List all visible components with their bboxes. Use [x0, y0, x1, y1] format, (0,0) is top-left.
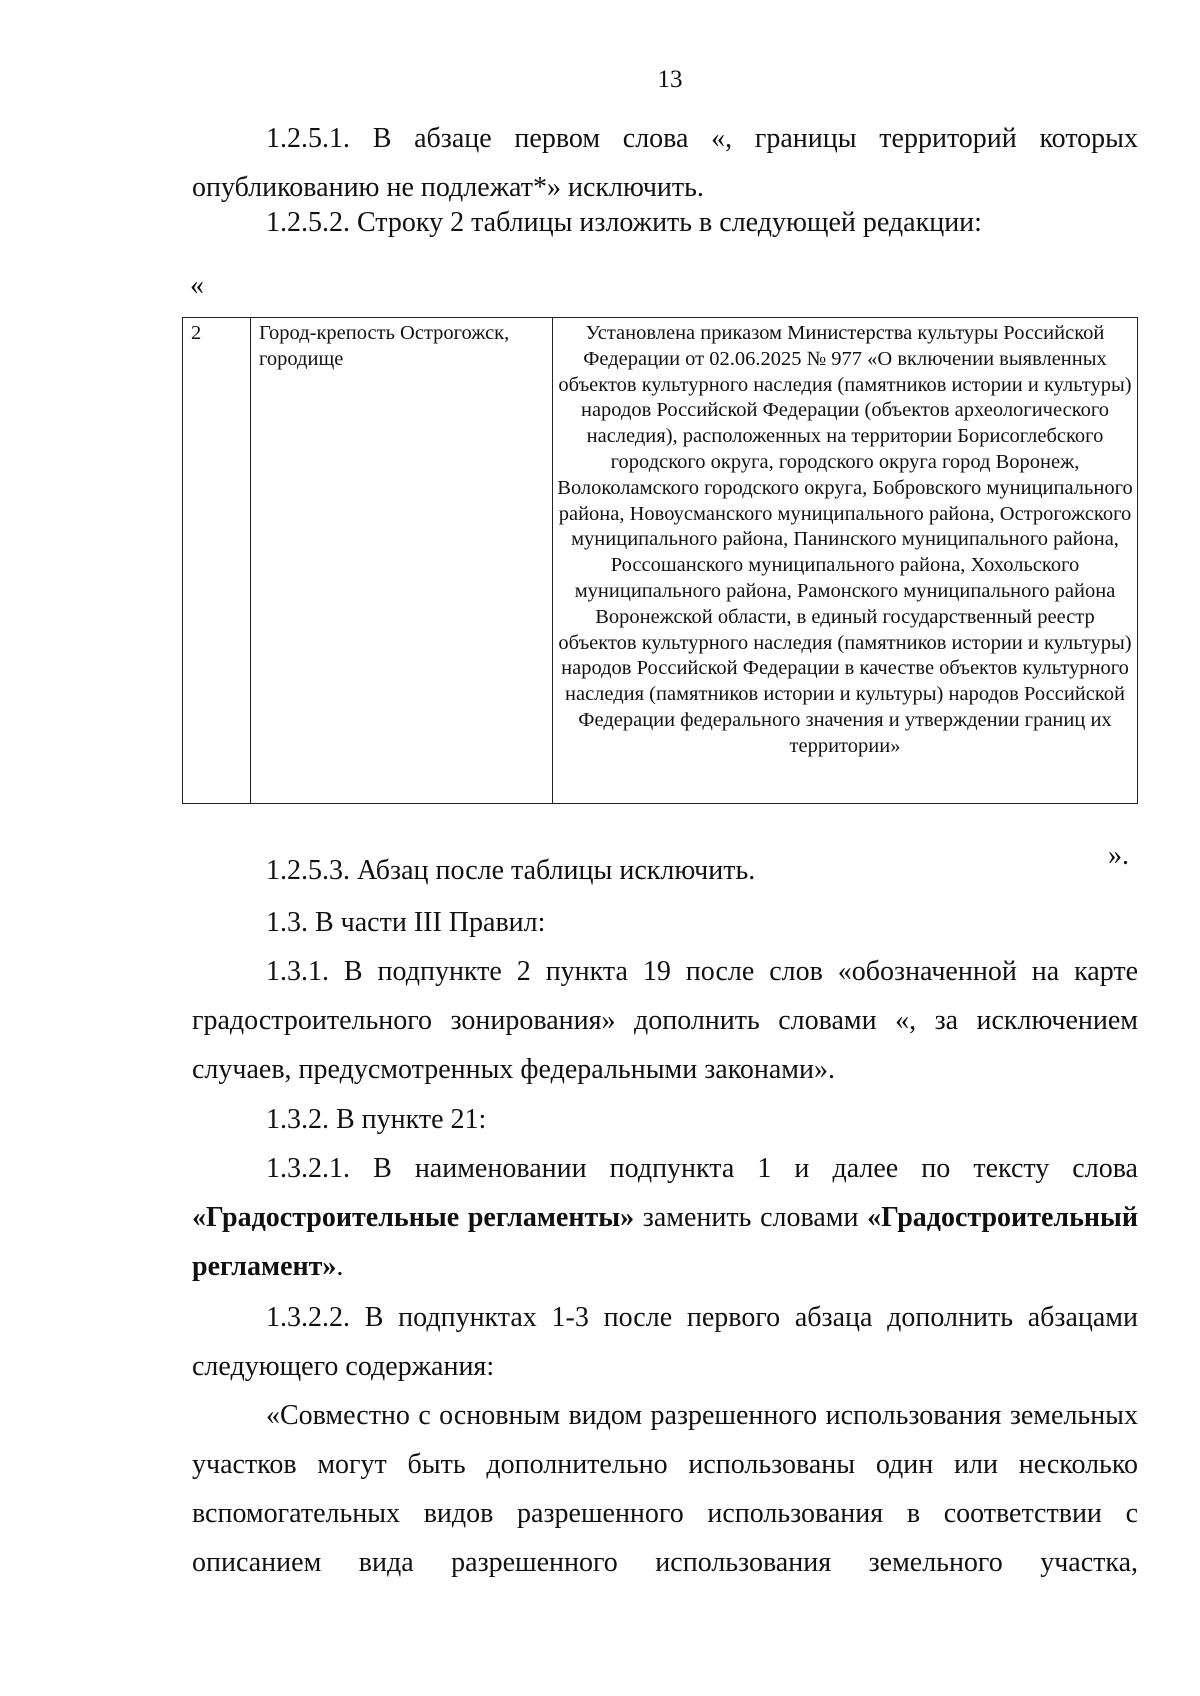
bold-term-new: «Градостроительный регламент» [192, 1202, 1139, 1282]
paragraph-1-2-5-2: 1.2.5.2. Строку 2 таблицы изложить в следующей редакции: [266, 207, 982, 238]
paragraph-1-3-2-2: 1.3.2.2. В подпунктах 1-3 после первого абзаца дополнить абзацами следующего содержания: [192, 1302, 1138, 1382]
paragraph-1-3-2-1-prefix: 1.3.2.1. В наименовании подпункта 1 и далее по тексту слова [266, 1153, 1138, 1184]
paragraph-1-2-5-1: 1.2.5.1. В абзаце первом слова «, границы территорий которых опубликованию не подлежат*» исключить. [192, 123, 1138, 203]
paragraph-1-2-5-3: 1.2.5.3. Абзац после таблицы исключить. [266, 855, 756, 886]
paragraph-1-3-1: 1.3.1. В подпункте 2 пункта 19 после слов «обозначенной на карте градостроительного зонирования» дополнить словами «, за исключением случаев, предусмотренных федеральными законами». [192, 956, 1138, 1085]
closing-quote: ». [1108, 840, 1129, 871]
amended-table-row [182, 317, 1138, 804]
paragraph-1-3-2-1 [192, 1144, 1138, 1291]
page-number: 13 [657, 66, 683, 93]
row-number-cell: 2 [183, 318, 251, 804]
paragraph-1-3-2: 1.3.2. В пункте 21: [266, 1104, 487, 1135]
paragraph-1-3-2-1-suffix: . [336, 1251, 344, 1282]
opening-quote: « [190, 270, 204, 301]
bold-term-old: «Градостроительные регламенты» [192, 1202, 635, 1233]
table-row [183, 318, 1138, 804]
quoted-amendment-paragraph: «Совместно с основным видом разрешенного использования земельных участков могут быть дополнительно использованы один или несколько вспомогательных видов разрешенного использования в соответствии с описанием вида разрешенного использования земельного участка, [192, 1400, 1138, 1578]
paragraph-1-3-2-1-middle: заменить словами [642, 1202, 859, 1233]
object-name-cell: Город-крепость Острогожск, городище [251, 318, 553, 804]
paragraph-1-3: 1.3. В части III Правил: [266, 907, 546, 938]
description-cell: Установлена приказом Министерства культуры Российской Федерации от 02.06.2025 № 977 «О включении выявленных объектов культурного наследия (памятников истории и культуры) народов Российской Федерации (объектов археологического наследия), расположенных на территории Борисоглебского городского округа, городского округа город Воронеж, Волоколамского городского округа, Бобровского муниципального района, Новоусманского муниципального района, Острогожского муниципального района, Панинского муниципального района, Россошанского муниципального района, Хохольского муниципального района, Рамонского муниципального района Воронежской области, в единый государственный реестр объектов культурного наследия (памятников истории и культуры) народов Российской Федерации в качестве объектов культурного наследия (памятников истории и культуры) народов Российской Федерации федерального значения и утверждении границ их территории» [553, 318, 1138, 804]
